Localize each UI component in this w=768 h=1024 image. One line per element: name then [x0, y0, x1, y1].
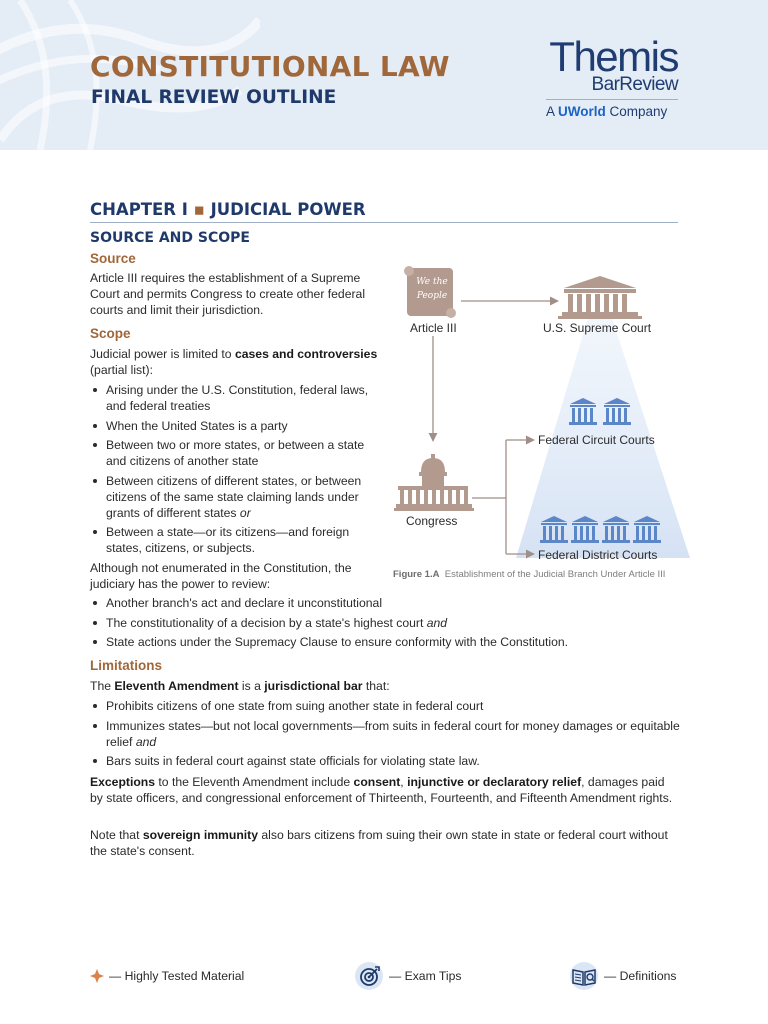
list-item-text: The constitutionality of a decision by a state's highest court: [106, 615, 424, 630]
paragraph-text: ,: [400, 775, 408, 789]
themis-logo: [520, 33, 690, 126]
header-band: [0, 0, 768, 150]
scroll-icon: [404, 266, 456, 318]
target-icon: [354, 961, 384, 991]
paragraph-bold: sovereign immunity: [142, 828, 258, 842]
paragraph-bold: Exceptions: [90, 775, 156, 789]
intro-bold: jurisdictional bar: [264, 679, 363, 693]
supreme-court-building-icon: [558, 276, 642, 319]
tagline-prefix: A: [546, 104, 559, 119]
sovereign-immunity-note: [90, 827, 680, 859]
intro-text: The: [90, 679, 115, 693]
section-title: SOURCE AND SCOPE: [90, 230, 250, 246]
tagline-suffix: Company: [605, 104, 668, 119]
list-item: Between a state—or its citizens—and foreign states, citizens, or subjects.: [90, 524, 382, 556]
source-heading: Source: [90, 251, 136, 266]
list-item-text: Immunizes states—but not local governments—from suits in federal court for money damages or equitable relief: [106, 718, 680, 749]
chapter-title: JUDICIAL POWER: [210, 200, 366, 219]
diamond-icon: [90, 969, 104, 983]
judicial-branch-diagram: [390, 258, 690, 588]
logo-name: Themis: [549, 33, 678, 80]
paragraph-bold: injunctive or declaratory relief: [407, 775, 582, 789]
scope-intro-bold: cases and controversies: [234, 347, 378, 361]
book-icon: [569, 961, 599, 991]
list-item-conjunction: and: [426, 615, 448, 630]
congress-label: Congress: [406, 514, 458, 528]
review-intro: Although not enumerated in the Constitution, the judiciary has the power to review:: [90, 561, 352, 591]
paragraph-text: also bars citizens from suing their own state in state or federal court without the state's consent.: [90, 828, 668, 858]
list-item: Another branch's act and declare it unconstitutional: [90, 595, 680, 611]
scroll-text-line-2: People: [416, 291, 448, 301]
logo-product: BarReview: [591, 74, 678, 95]
scope-intro: [90, 346, 390, 378]
legend-highly-tested: [90, 960, 244, 992]
diagram-graphic: [390, 258, 690, 588]
chapter-separator: ▪: [193, 200, 205, 219]
scope-intro-prefix: Judicial power is limited to: [90, 347, 235, 361]
legend-exam-tips: [354, 960, 461, 992]
limitations-heading: Limitations: [90, 658, 163, 673]
list-item: When the United States is a party: [90, 418, 382, 434]
tagline-brand: UWorld: [558, 104, 606, 119]
paragraph-text: to the Eleventh Amendment include: [155, 775, 354, 789]
article-iii-label: Article III: [410, 321, 457, 335]
list-item: Prohibits citizens of one state from suing another state in federal court: [90, 698, 680, 714]
list-item: State actions under the Supremacy Clause to ensure conformity with the Constitution.: [90, 634, 680, 650]
list-item: [90, 615, 680, 631]
caption-text: Establishment of the Judicial Branch Under Article III: [444, 569, 666, 580]
district-courts-label: Federal District Courts: [538, 548, 658, 562]
capitol-icon: [394, 454, 474, 511]
list-item-text: Between citizens of different states, or between citizens of the same state claiming lands under grants of different states: [106, 473, 362, 520]
list-item: Arising under the U.S. Constitution, federal laws, and federal treaties: [90, 382, 382, 414]
list-item-conjunction: and: [135, 734, 157, 749]
circuit-courts-label: Federal Circuit Courts: [538, 433, 655, 447]
exceptions-paragraph: [90, 774, 680, 806]
logo-tagline: [546, 104, 667, 119]
list-item-conjunction: or: [239, 505, 251, 520]
logo-divider: [546, 99, 678, 100]
scope-heading: Scope: [90, 326, 131, 341]
paragraph-text: Note that: [90, 828, 143, 842]
scope-bullet-list: [90, 382, 382, 560]
list-item: Bars suits in federal court against state officials for violating state law.: [90, 753, 680, 769]
chapter-label: CHAPTER I: [90, 200, 188, 219]
limitations-bullet-list: [90, 698, 680, 773]
legend-exam-tips-label: — Exam Tips: [389, 969, 462, 983]
supreme-court-label: U.S. Supreme Court: [543, 321, 652, 335]
list-item: [90, 718, 680, 750]
intro-text: is a: [238, 679, 265, 693]
scroll-text-line-1: We the: [416, 277, 448, 287]
document-title: CONSTITUTIONAL LAW: [90, 50, 450, 83]
list-item: [90, 473, 382, 521]
legend-definitions: [569, 960, 676, 992]
paragraph-text: , damages paid by state officers, and congressional enforcement of Thirteenth, Fourteenth, and Fifteenth Amendment rights.: [90, 775, 673, 805]
paragraph-bold: consent: [353, 775, 401, 789]
list-item: Between two or more states, or between a state and citizens of another state: [90, 437, 382, 469]
legend-definitions-label: — Definitions: [604, 969, 677, 983]
intro-bold: Eleventh Amendment: [114, 679, 239, 693]
document-subtitle: FINAL REVIEW OUTLINE: [91, 87, 337, 108]
scope-intro-suffix: (partial list):: [90, 363, 153, 377]
limitations-intro: [90, 678, 680, 694]
chapter-heading: [90, 200, 366, 219]
caption-label: Figure 1.A: [393, 569, 440, 580]
figure-caption: [393, 569, 665, 580]
review-bullet-list: [90, 595, 680, 654]
chapter-divider: [90, 222, 678, 223]
intro-text: that:: [362, 679, 390, 693]
legend-highly-tested-label: — Highly Tested Material: [109, 969, 245, 983]
source-text: Article III requires the establishment of a Supreme Court and permits Congress to create other federal courts and limit their jurisdiction.: [90, 271, 366, 317]
